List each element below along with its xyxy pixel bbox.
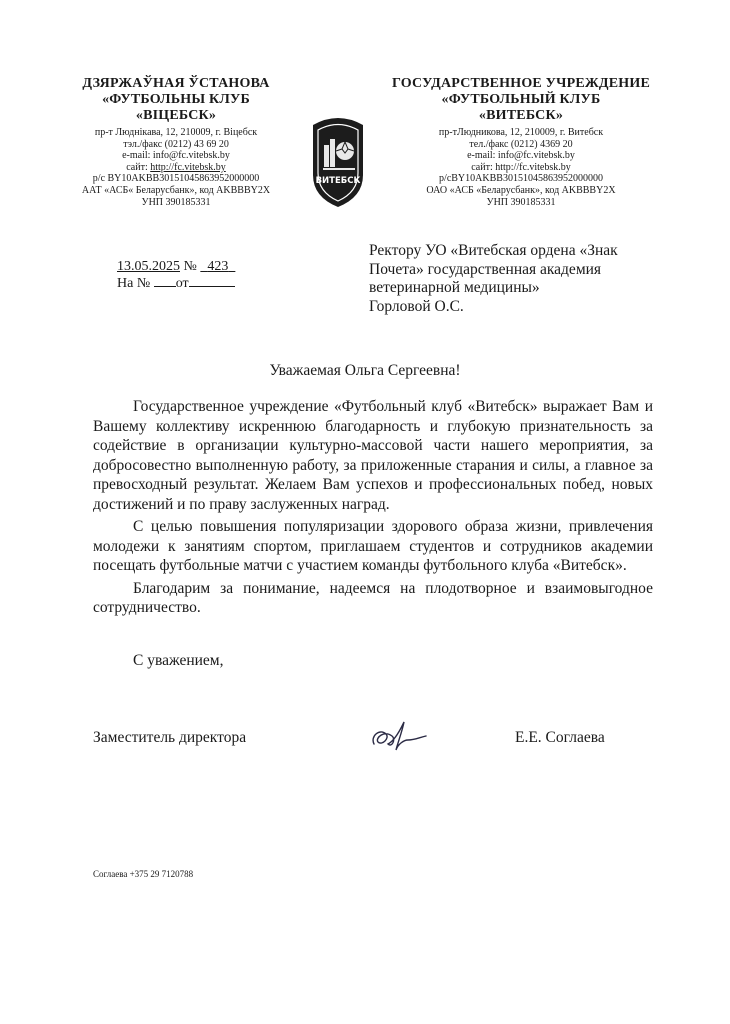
website-link[interactable]: http://fc.vitebsk.by	[150, 161, 226, 173]
registration-block	[117, 258, 235, 292]
phone: тэл./факс (0212) 43 69 20	[123, 138, 229, 150]
letter-number: 423	[207, 259, 229, 274]
phone: тел./факс (0212) 4369 20	[469, 138, 573, 150]
bank-name: ОАО «АСБ «Беларусбанк», код AKBBBY2X	[426, 184, 616, 196]
website: сайт: http://fc.vitebsk.by	[471, 161, 571, 173]
org-name-russian: ГОСУДАРСТВЕННОЕ УЧРЕЖДЕНИЕ «ФУТБОЛЬНЫЙ КЛУБ «ВИТЕБСК»	[391, 76, 651, 123]
paragraph: Благодарим за понимание, надеемся на плодотворное и взаимовыгодное сотрудничество.	[93, 579, 653, 616]
handwritten-signature	[368, 718, 428, 756]
paragraph: Государственное учреждение «Футбольный клуб «Витебск» выражает Вам и Вашему коллективу искреннюю благодарность и глубокую признательность за содействие в организации культурно-массовой части нашего мероприятия, за добросовестно выполненную работу, за приложенные старания и силы, а главное за превосходный результат. Желаем Вам успехов и профессиональных побед, новых достижений и по праву заслуженных наград.	[93, 398, 653, 513]
email: e-mail: info@fc.vitebsk.by	[122, 150, 230, 162]
recipient-block: Ректору УО «Витебская ордена «Знак Почета» государственная академия ветеринарной медицины» Горловой О.С.	[369, 242, 618, 315]
reply-number-blank	[154, 275, 176, 287]
signatory-title: Заместитель директора	[93, 729, 247, 746]
bank-account: р/cBY10AKBB30151045863952000000	[439, 173, 603, 185]
header-right	[380, 76, 662, 208]
paragraph: С целью повышения популяризации здорового образа жизни, привлечения молодежи к занятиям спортом, приглашаем студентов и сотрудников академии посещать футбольные матчи с участием команды футбольного клуба «Витебск».	[93, 518, 653, 574]
logo-text: ВИТЕБСК	[315, 176, 361, 186]
unp: УНП 390185331	[141, 196, 211, 208]
website-link[interactable]: http://fc.vitebsk.by	[495, 161, 571, 173]
org-details-belarusian	[58, 127, 294, 208]
website: сайт: http://fc.vitebsk.by	[126, 161, 226, 173]
unp: УНП 390185331	[486, 196, 556, 208]
reply-reference: На № от	[117, 275, 235, 292]
signatory-name: Е.Е. Соглаева	[515, 729, 605, 746]
bank-account: р/с BY10AKBB30151045863952000000	[92, 173, 260, 185]
reply-date-blank	[189, 275, 235, 287]
letter-date: 13.05.2025	[117, 259, 180, 274]
bank-name: ААТ «АСБ« Беларусбанк», код AKBBBY2X	[81, 184, 271, 196]
address: пр-тЛюдникова, 12, 210009, г. Витебск	[438, 127, 604, 138]
org-name-belarusian: ДЗЯРЖАЎНАЯ ЎСТАНОВА «ФУТБОЛЬНЫ КЛУБ «ВІЦЕБСК»	[82, 76, 270, 123]
letter-body	[93, 397, 653, 618]
outgoing-number: 13.05.2025 № 423	[117, 258, 235, 275]
address: пр-т Люднікава, 12, 210009, г. Віцебск	[94, 127, 258, 138]
closing: С уважением,	[133, 652, 224, 669]
club-crest-logo	[307, 113, 369, 209]
email: e-mail: info@fc.vitebsk.by	[467, 150, 575, 162]
salutation: Уважаемая Ольга Сергеевна!	[269, 362, 461, 379]
executor-contact: Соглаева +375 29 7120788	[93, 869, 194, 879]
header-left	[58, 76, 294, 208]
org-details-russian	[380, 127, 662, 208]
